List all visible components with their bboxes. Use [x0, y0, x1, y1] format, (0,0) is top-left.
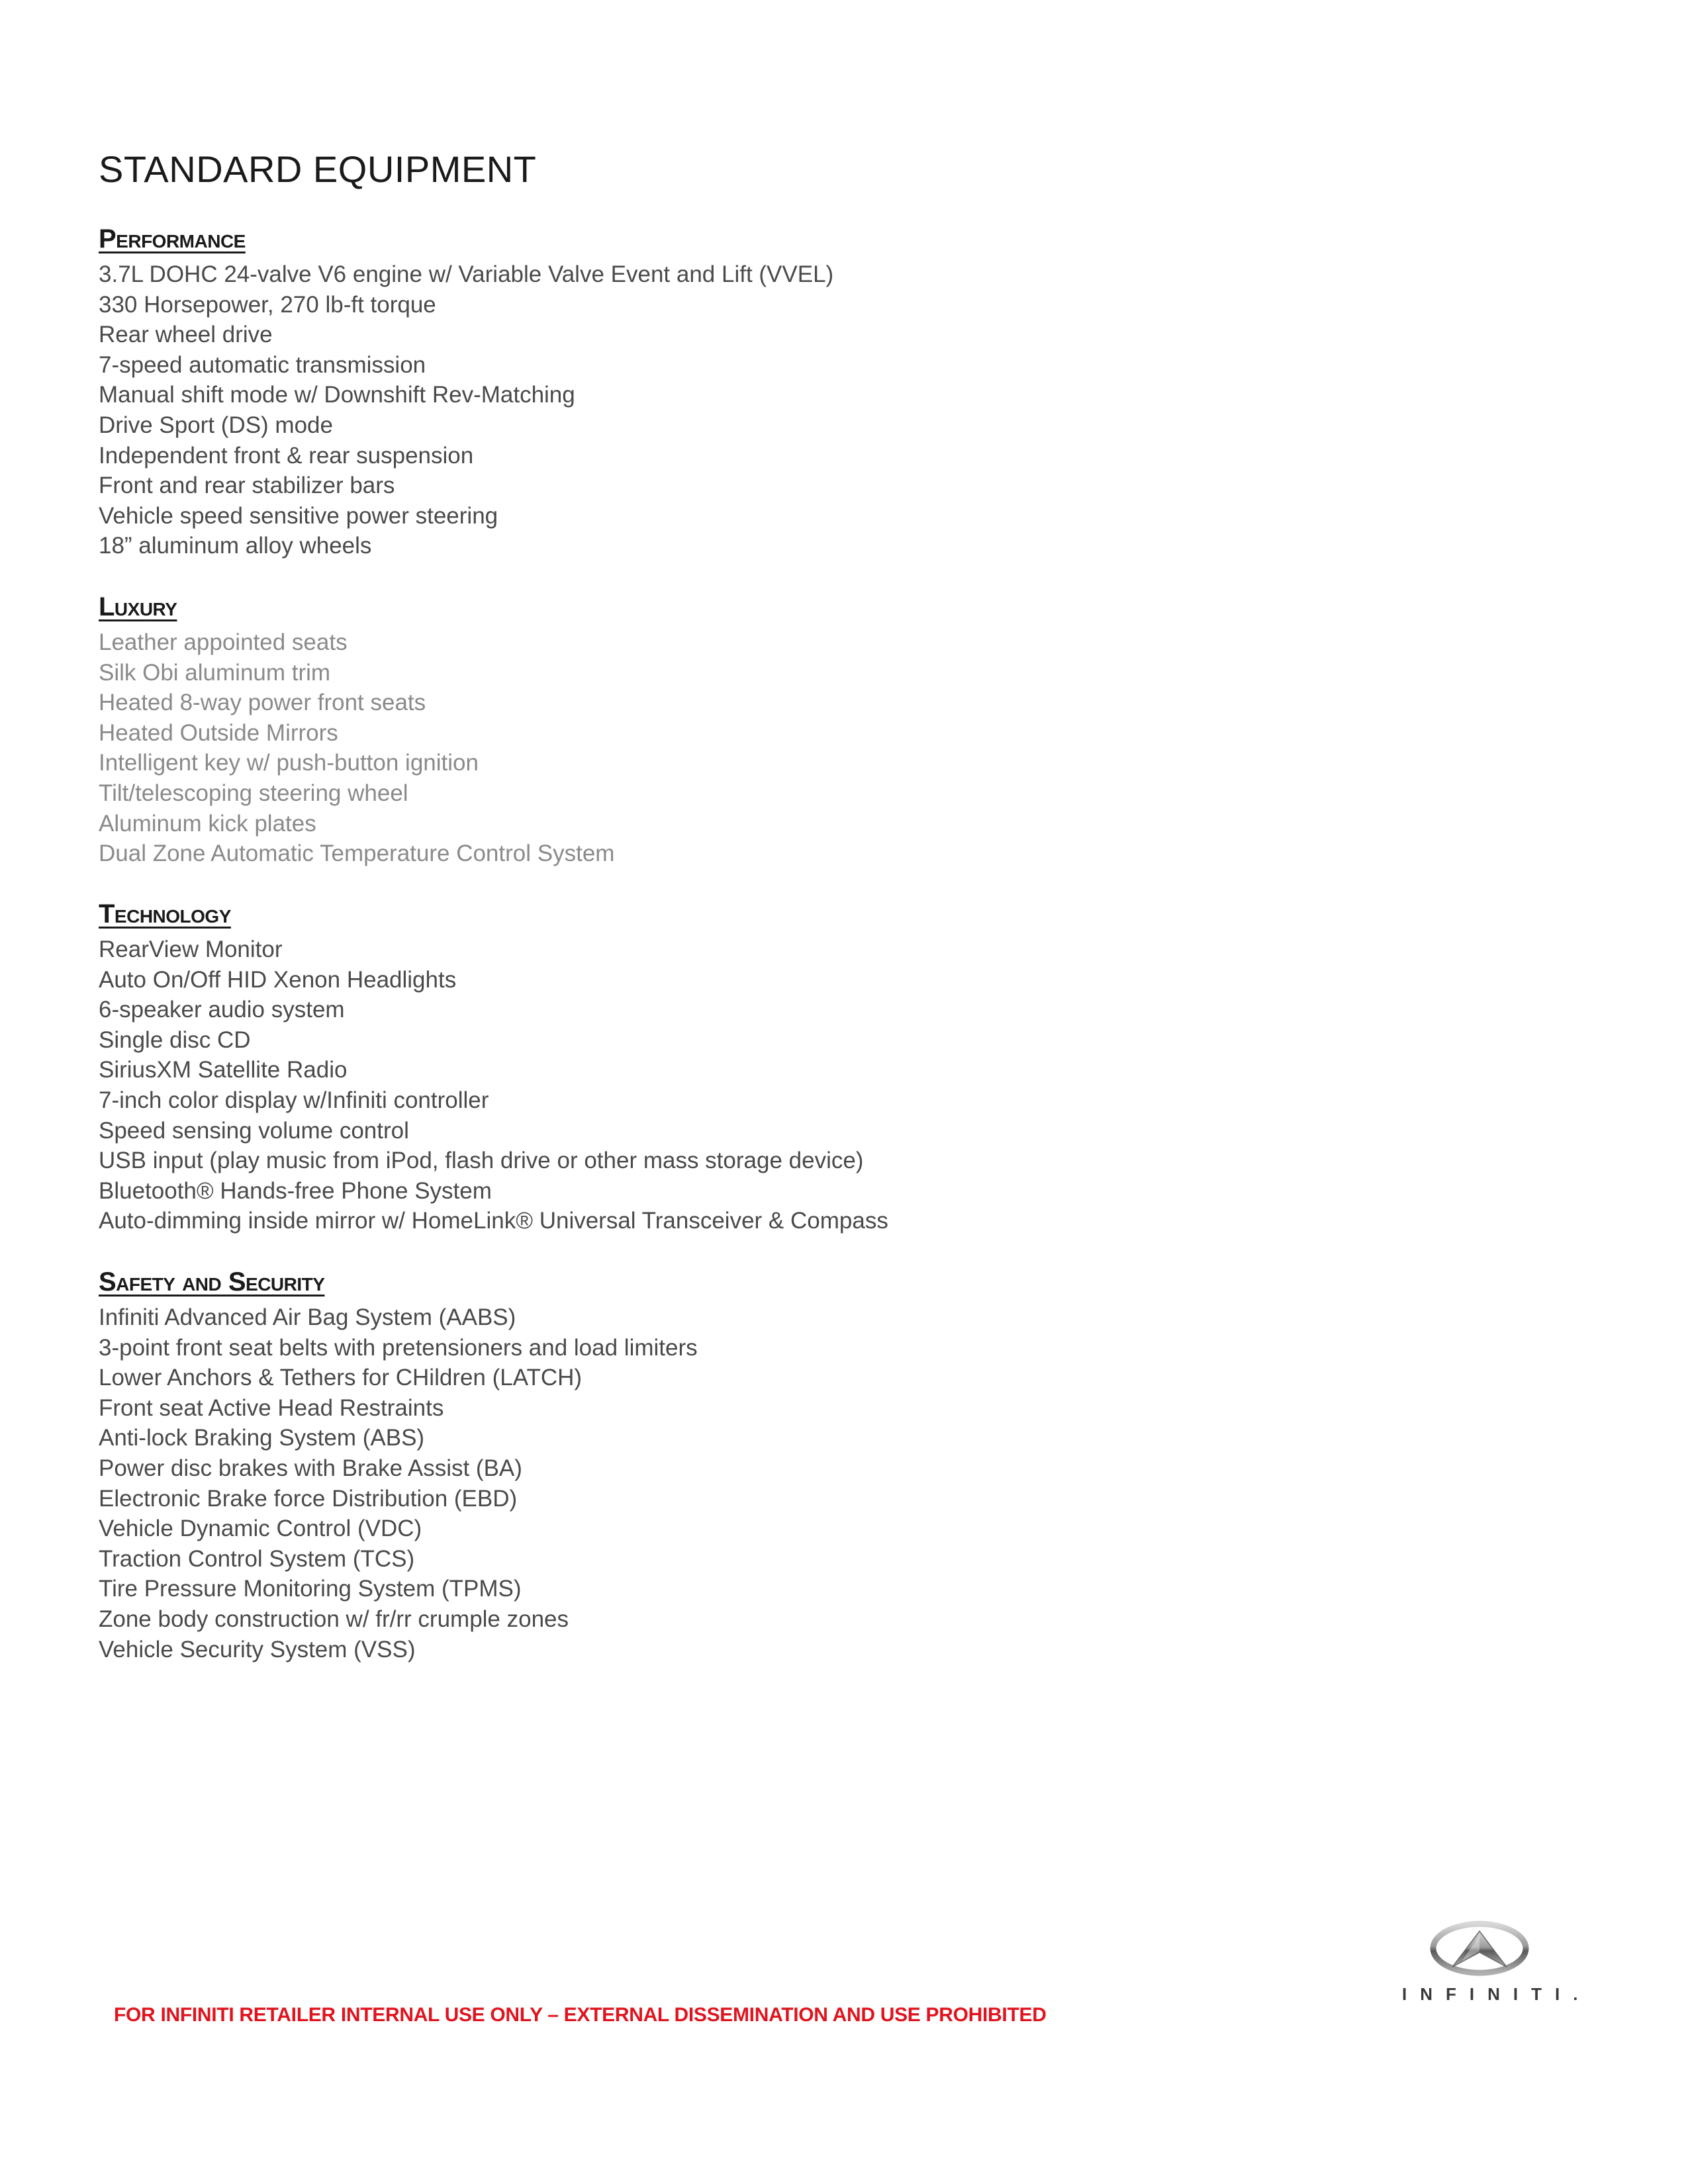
list-item: Dual Zone Automatic Temperature Control System	[99, 841, 615, 867]
list-item: Lower Anchors & Tethers for CHildren (LATCH)	[99, 1365, 583, 1391]
list-item: Vehicle Dynamic Control (VDC)	[99, 1516, 422, 1542]
performance-feature-list	[99, 259, 833, 561]
section-performance	[99, 222, 833, 561]
list-item: Anti-lock Braking System (ABS)	[99, 1425, 425, 1451]
list-item: Infiniti Advanced Air Bag System (AABS)	[99, 1304, 516, 1330]
logo-wordmark: INFINITI.	[1402, 1984, 1591, 2004]
safety-feature-list	[99, 1302, 698, 1664]
list-item: SiriusXM Satellite Radio	[99, 1057, 348, 1083]
list-item: Tilt/telescoping steering wheel	[99, 780, 408, 806]
list-item: 7-inch color display w/Infiniti controller	[99, 1087, 489, 1113]
list-item: Single disc CD	[99, 1026, 251, 1053]
list-item: Tire Pressure Monitoring System (TPMS)	[99, 1576, 522, 1602]
luxury-feature-list	[99, 627, 614, 869]
section-luxury	[99, 590, 614, 869]
list-item: RearView Monitor	[99, 936, 283, 962]
section-heading-performance: Performance	[99, 224, 246, 253]
section-heading-luxury: Luxury	[99, 592, 177, 621]
list-item: Independent front & rear suspension	[99, 442, 474, 469]
list-item: Front and rear stabilizer bars	[99, 473, 395, 499]
list-item: Leather appointed seats	[99, 629, 348, 655]
list-item: Auto On/Off HID Xenon Headlights	[99, 966, 457, 993]
list-item: 330 Horsepower, 270 lb-ft torque	[99, 291, 436, 318]
list-item: Vehicle Security System (VSS)	[99, 1636, 416, 1662]
list-item: Traction Control System (TCS)	[99, 1545, 415, 1572]
page-title: STANDARD EQUIPMENT	[99, 148, 537, 190]
list-item: Intelligent key w/ push-button ignition	[99, 750, 479, 776]
list-item: Vehicle speed sensitive power steering	[99, 502, 498, 529]
list-item: 3.7L DOHC 24-valve V6 engine w/ Variable Valve Event and Lift (VVEL)	[99, 261, 834, 287]
list-item: Electronic Brake force Distribution (EBD)	[99, 1485, 518, 1512]
list-item: 7-speed automatic transmission	[99, 351, 426, 378]
section-heading-safety-and-security: Safety and Security	[99, 1267, 325, 1297]
list-item: 3-point front seat belts with pretensioners and load limiters	[99, 1334, 698, 1361]
footer-notice: FOR INFINITI RETAILER INTERNAL USE ONLY – EXTERNAL DISSEMINATION AND USE PROHIBITED	[114, 2004, 1047, 2026]
section-safety-and-security	[99, 1265, 698, 1664]
list-item: 6-speaker audio system	[99, 997, 345, 1023]
list-item: Speed sensing volume control	[99, 1117, 409, 1144]
list-item: Power disc brakes with Brake Assist (BA)	[99, 1455, 522, 1481]
section-technology	[99, 897, 888, 1236]
list-item: Bluetooth® Hands-free Phone System	[99, 1177, 492, 1204]
list-item: Front seat Active Head Restraints	[99, 1394, 444, 1421]
infiniti-logo-icon	[1430, 1921, 1529, 1976]
list-item: Rear wheel drive	[99, 322, 273, 348]
list-item: USB input (play music from iPod, flash drive or other mass storage device)	[99, 1148, 864, 1174]
technology-feature-list	[99, 934, 888, 1236]
list-item: Manual shift mode w/ Downshift Rev-Matching	[99, 382, 575, 408]
infiniti-logo	[1402, 1921, 1591, 2005]
list-item: Heated 8-way power front seats	[99, 690, 426, 716]
list-item: Auto-dimming inside mirror w/ HomeLink® Universal Transceiver & Compass	[99, 1208, 888, 1234]
list-item: Aluminum kick plates	[99, 810, 316, 837]
list-item: Drive Sport (DS) mode	[99, 412, 333, 438]
section-heading-technology: Technology	[99, 899, 231, 929]
list-item: Silk Obi aluminum trim	[99, 659, 331, 686]
list-item: Zone body construction w/ fr/rr crumple zones	[99, 1606, 569, 1632]
list-item: Heated Outside Mirrors	[99, 719, 338, 746]
list-item: 18” aluminum alloy wheels	[99, 533, 372, 559]
